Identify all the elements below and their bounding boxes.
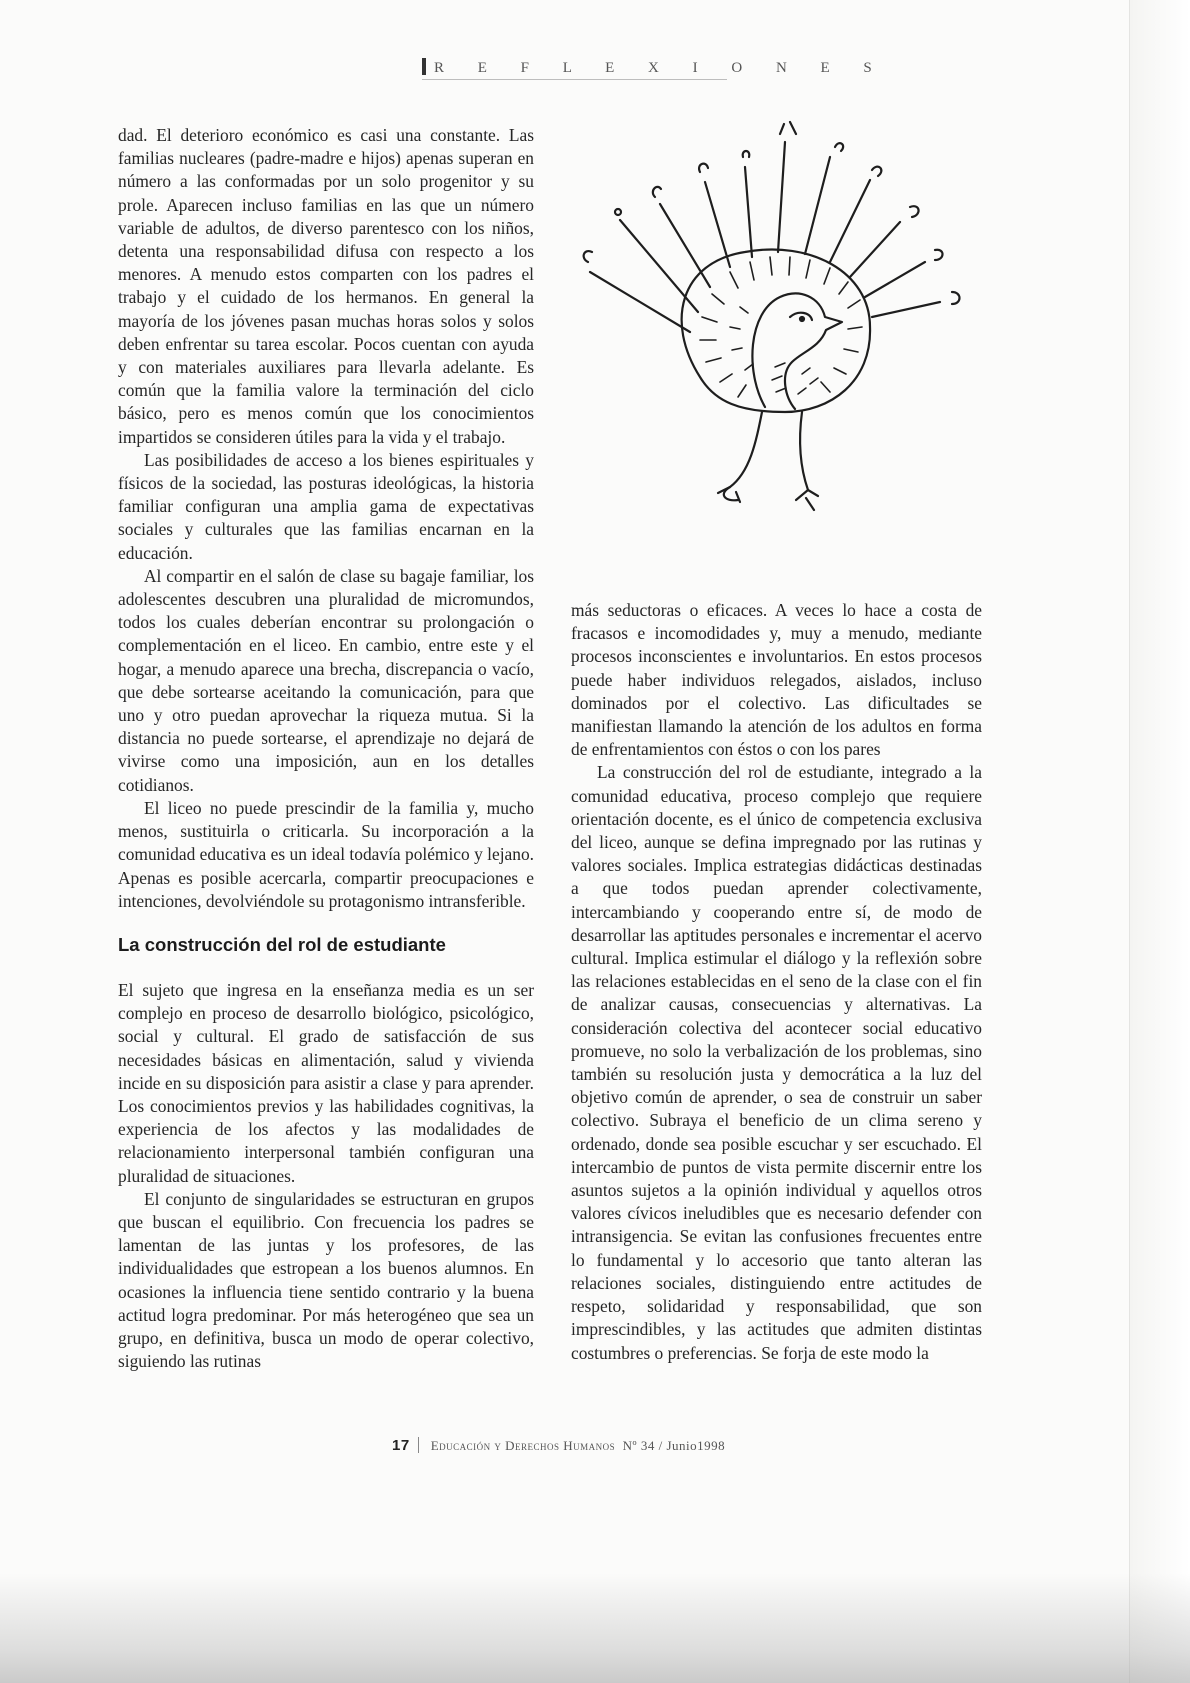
running-head <box>422 58 887 77</box>
paragraph: dad. El deterioro económico es casi una constante. Las familias nucleares (padre-madre e hijos) apenas superan en número a las conformadas por un solo progenitor y su prole. Aparecen incluso familias en las que un número variable de adultos, de diverso parentesco con los niños, detenta una responsabilidad difusa con respecto a los menores. A menudo estos comparten con los padres el trabajo y el cuidado de los hermanos. En general la mayoría de los jóvenes pasan muchas horas solos y solos deben enfrentar su tarea escolar. Pocos cuentan con ayuda y con materiales auxiliares para llevarla adelante. Es común que la familia valore la terminación del ciclo básico, pero es menos común que los conocimientos impartidos se consideren útiles para la vida y el trabajo. <box>118 125 534 447</box>
running-head-text: R E F L E X I O N E S <box>434 60 887 76</box>
page-edge <box>1129 0 1190 1683</box>
paragraph: El conjunto de singularidades se estructuran en grupos que buscan el equilibrio. Con frecuencia los padres se lamentan de las juntas y los profesores, de las individualidades que estropean a los buenos alumnos. En ocasiones la influencia tiene sentido contrario y la buena actitud logra predominar. Por más heterogéneo que sea un grupo, en definitiva, busca un modo de operar colectivo, siguiendo las rutinas <box>118 1188 534 1372</box>
page-footer <box>392 1437 725 1454</box>
scan-shadow <box>0 1573 1190 1683</box>
running-head-rule <box>422 79 727 80</box>
left-column <box>118 124 534 1373</box>
journal-title: Educación y Derechos Humanos <box>430 1438 616 1453</box>
journal-issue: Nº 34 / Junio1998 <box>622 1438 726 1453</box>
running-head-bar <box>422 58 426 75</box>
right-column <box>571 599 982 1365</box>
footer-separator <box>418 1437 419 1453</box>
peacock-drawing-icon <box>580 112 980 572</box>
page-number: 17 <box>392 1437 410 1454</box>
section-heading: La construcción del rol de estudiante <box>118 933 446 955</box>
paragraph: más seductoras o eficaces. A veces lo hace a costa de fracasos e incomodidades y, muy a menudo, mediante procesos inconscientes e involuntarios. En estos procesos puede haber individuos relegados, aislados, incluso dominados por el colectivo. Las dificultades se manifiestan llamando la atención de los adultos en forma de enfrentamientos con éstos o con los pares <box>571 600 982 760</box>
paragraph: Las posibilidades de acceso a los bienes espirituales y físicos de la sociedad, las posturas ideológicas, la historia familiar configuran una amplia gama de expectativas sociales y culturales que las familias encarnan en la educación. <box>118 449 534 563</box>
paragraph: La construcción del rol de estudiante, integrado a la comunidad educativa, proceso complejo que requiere orientación docente, es el único de competencia exclusiva del liceo, aunque se defina impregnado por las rutinas y valores sociales. Implica estrategias didácticas destinadas a que todos puedan aprender colectivamente, intercambiando y cooperando entre sí, de modo de desarrollar las aptitudes personales e incrementar el acervo cultural. Implica estimular el diálogo y la reflexión sobre las relaciones establecidas en el seno de la clase con el fin de analizar causas, consecuencias y alternativas. La consideración colectiva del acontecer social educativo promueve, no solo la verbalización de los problemas, sino también su resolución justa y democrática a la luz del objetivo común de aprender, o sea de construir un saber colectivo. Subraya el beneficio de un clima sereno y ordenado, donde sea posible escuchar y ser escuchado. El intercambio de puntos de vista permite discernir entre los asuntos sujetos a la opinión individual y aquellos otros valores cívicos ineludibles que es necesario defender con intransigencia. Se evitan las confusiones frecuentes entre lo fundamental y lo accesorio que tanto alteran las relaciones sociales, distinguiendo entre actitudes de respeto, solidaridad y responsabilidad, que son imprescindibles, y las actitudes que admiten distintas costumbres o preferencias. Se forja de este modo la <box>571 762 982 1363</box>
paragraph: Al compartir en el salón de clase su bagaje familiar, los adolescentes descubren una pluralidad de micromundos, todos los cuales deberían encontrar su prolongación o complementación en el liceo. En cambio, entre este y el hogar, a menudo aparece una brecha, discrepancia o vacío, que debe sortearse aceitando la comunicación, para que uno y otro puedan aprovechar la riqueza mutua. Si la distancia no puede sortearse, el aprendizaje no dejará de vivirse como una imposición, aun en los detalles cotidianos. <box>118 565 534 795</box>
paragraph: El sujeto que ingresa en la enseñanza media es un ser complejo en proceso de desarrollo biológico, psicológico, social y cultural. El grado de satisfacción de sus necesidades básicas en alimentación, salud y vivienda incide en su disposición para asistir a clase y para aprender. Los conocimientos previos y las habilidades cognitivas, la experiencia de los afectos y las modalidades de relacionamiento interpersonal también configuran una pluralidad de situaciones. <box>118 979 534 1186</box>
paragraph: El liceo no puede prescindir de la familia y, mucho menos, sustituirla o criticarla. Su incorporación a la comunidad educativa es un ideal todavía polémico y lejano. Apenas es posible acercarla, compartir preocupaciones e intenciones, devolviéndole su protagonismo intransferible. <box>118 797 534 911</box>
